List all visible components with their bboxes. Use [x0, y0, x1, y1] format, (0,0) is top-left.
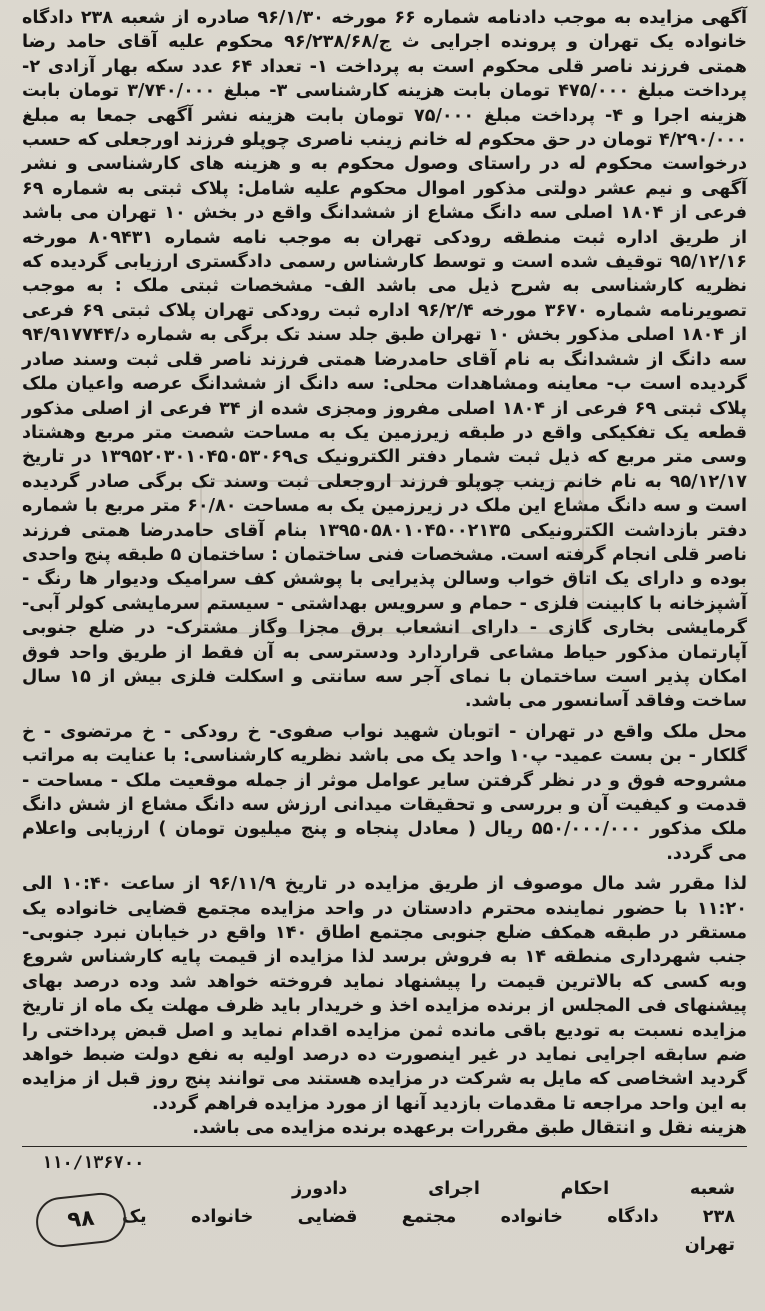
- signature-word: دادگاه: [607, 1206, 659, 1227]
- signature-word: اجرای: [428, 1178, 480, 1199]
- signature-word: تهران: [684, 1234, 735, 1255]
- signature-word: ۲۳۸: [702, 1206, 735, 1227]
- signature-word: یک: [122, 1206, 147, 1227]
- notice-paragraph-2: محل ملک واقع در تهران - اتوبان شهید نواب صفوی- خ رودکی - خ مرتضوی - خ گلکار - بن بست عمید- پ۱۰ واحد یک می باشد نظریه کارشناسی: با عنایت به مراتب مشروحه فوق و در نظر گرفتن سایر عوامل موثر از جمله موقعیت ملک - مساحت - قدمت و کیفیت آن و بررسی و تحقیقات میدانی ارزش سه دانگ مشاع از شش دانگ ملک مذکور ۵۵۰/۰۰۰/۰۰۰ ریال ( معادل پنجاه و پنج میلیون تومان ) ارزیابی واعلام می گردد.: [22, 721, 747, 864]
- signature-word: احکام: [560, 1178, 610, 1199]
- notice-paragraph-3: لذا مقرر شد مال موصوف از طریق مزایده در تاریخ ۹۶/۱۱/۹ از ساعت ۱۰:۴۰ الی ۱۱:۲۰ با حضور نماینده محترم دادستان در واحد مزایده مجتمع قضایی خانواده یک مستقر در طبقه همکف ضلع جنوبی مجتمع اطاق ۱۴۰ واقع در خیابان نبرد جنوبی- جنب شهرداری منطقه ۱۴ به فروش برسد لذا مزایده از قیمت پایه کارشناس شروع وبه کسی که بالاترین قیمت را پیشنهاد نماید فروخته خواهد شد وده درصد بهای پیشنهای فی المجلس از برنده مزایده اخذ و خریدار باید ظرف مهلت یک ماه از تاریخ مزایده نسبت به تودیع باقی مانده ثمن مزایده اقدام نماید و اصل قبض پرداختی را ضم سابقه اجرایی نماید در غیر اینصورت ده درصد اولیه به نفع دولت ضبط خواهد گردید اشخاصی که مایل به شرکت در مزایده هستند می توانند پنج روز قبل از مزایده به این واحد مراجعه تا مقدمات بازدید آنها از مورد مزایده فراهم گردد.: [22, 874, 748, 1114]
- signature-row-3: [562, 1233, 735, 1257]
- divider-line: [22, 1146, 747, 1147]
- signature-word: شعبه: [689, 1178, 735, 1199]
- signature-word: خانواده: [500, 1206, 563, 1227]
- signature-word: خانواده: [190, 1206, 254, 1227]
- notice-paragraph-4: هزینه نقل و انتقال طبق مقررات برعهده برنده مزایده می باشد.: [192, 1118, 747, 1139]
- auction-notice-article: [22, 6, 747, 1141]
- notice-paragraph-1: آگهی مزایده به موجب دادنامه شماره ۶۶ مورخه ۹۶/۱/۳۰ صادره از شعبه ۲۳۸ دادگاه خانواده یک تهران و پرونده اجرایی ث ج/۹۶/۲۳۸/۶۸ محکوم علیه آقای حامد رضا همتی فرزند ناصر قلی محکوم است به پرداخت ۱- تعداد ۶۴ عدد سکه بهار آزادی ۲- پرداخت مبلغ ۴۷۵/۰۰۰ تومان بابت هزینه کارشناسی ۳- مبلغ ۳/۷۴۰/۰۰۰ تومان بابت هزینه اجرا و ۴- پرداخت مبلغ ۷۵/۰۰۰ تومان بابت هزینه نشر آگهی جمعا به مبلغ ۴/۲۹۰/۰۰۰ تومان در حق محکوم له خانم زینب ناصری چوپلو فرزند اورجعلی که حسب درخواست محکوم له در راستای وصول محکوم به و هزینه های کارشناسی و نشر آگهی و نیم عشر دولتی مذکور اموال محکوم علیه شامل: پلاک ثبتی به شماره ۶۹ فرعی از ۱۸۰۴ اصلی سه دانگ مشاع از ششدانگ واقع در بخش ۱۰ تهران می باشد از طریق اداره ثبت منطقه رودکی تهران به موجب نامه شماره ۸۰۹۴۳۱ مورخه ۹۵/۱۲/۱۶ توقیف شده است و توسط کارشناس رسمی دادگستری ارزیابی گردیده که نظریه کارشناسی به شرح ذیل می باشد الف- مشخصات ثبتی ملک : به موجب تصویرنامه شماره ۳۶۷۰ مورخه ۹۶/۲/۴ اداره ثبت رودکی تهران پلاک ثبتی ۶۹ فرعی از ۱۸۰۴ اصلی مذکور بخش ۱۰ تهران طبق جلد سند تک برگی به شماره د/۹۴/۹۱۷۷۴۴ سه دانگ از ششدانگ به نام آقای حامدرضا همتی فرزند ناصر قلی ثبت وسند صادر گردیده است ب- معاینه ومشاهدات محلی: سه دانگ از ششدانگ عرصه واعیان ملک پلاک ثبتی ۶۹ فرعی از ۱۸۰۴ اصلی مفروز ومجزی شده از ۳۴ فرعی از اصلی مذکور قطعه یک تفکیکی واقع در طبقه زیرزمین یک به مساحت شصت متر مربع وهشتاد وسی متر مربع که ذیل ثبت شمار دفتر الکترونیک ی۱۳۹۵۲۰۳۰۱۰۴۵۰۵۳۰۶۹ در تاریخ ۹۵/۱۲/۱۷ به نام خانم زینب چوپلو فرزند اروجعلی ثبت وسند تک برگی صادر گردیده است و سه دانگ مشاع این ملک در زیرزمین یک به مساحت ۶۰/۸۰ متر مربع با شماره دفتر بازداشت الکترونیکی ۱۳۹۵۰۵۸۰۱۰۴۵۰۰۲۱۳۵ بنام آقای حامدرضا همتی فرزند ناصر قلی انجام گرفته است. مشخصات فنی ساختمان : ساختمان ۵ طبقه پنج واحدی بوده و دارای یک اتاق خواب وسالن پذیرایی با پوشش کف سرامیک ودیوار ها رنگ - آشپزخانه با کابینت فلزی - حمام و سرویس بهداشتی - سیستم سرمایشی کولر آبی- گرمایشی بخاری گازی - دارای انشعاب برق مجزا وگاز مشترک- در ضلع جنوبی آپارتمان مذکور حیاط مشاعی قراردارد ودسترسی به آن فقط از طریق واحد فوق امکان پذیر است ساختمان با نمای آجر سه سانتی و اسکلت فلزی بیش از ۱۵ سال ساخت وفاقد آسانسور می باشد.: [22, 8, 748, 712]
- signature-row-2: [122, 1205, 735, 1229]
- signature-word: قضایی: [297, 1206, 358, 1227]
- handwritten-number-stamp: ۹۸: [34, 1190, 129, 1249]
- signature-row-1: [292, 1177, 735, 1201]
- signature-block: [22, 1151, 747, 1261]
- signature-word: مجتمع: [401, 1206, 457, 1227]
- reference-number: ۱۱۰/۱۳۶۷۰۰: [42, 1152, 145, 1173]
- signature-word: دادورز: [292, 1178, 348, 1199]
